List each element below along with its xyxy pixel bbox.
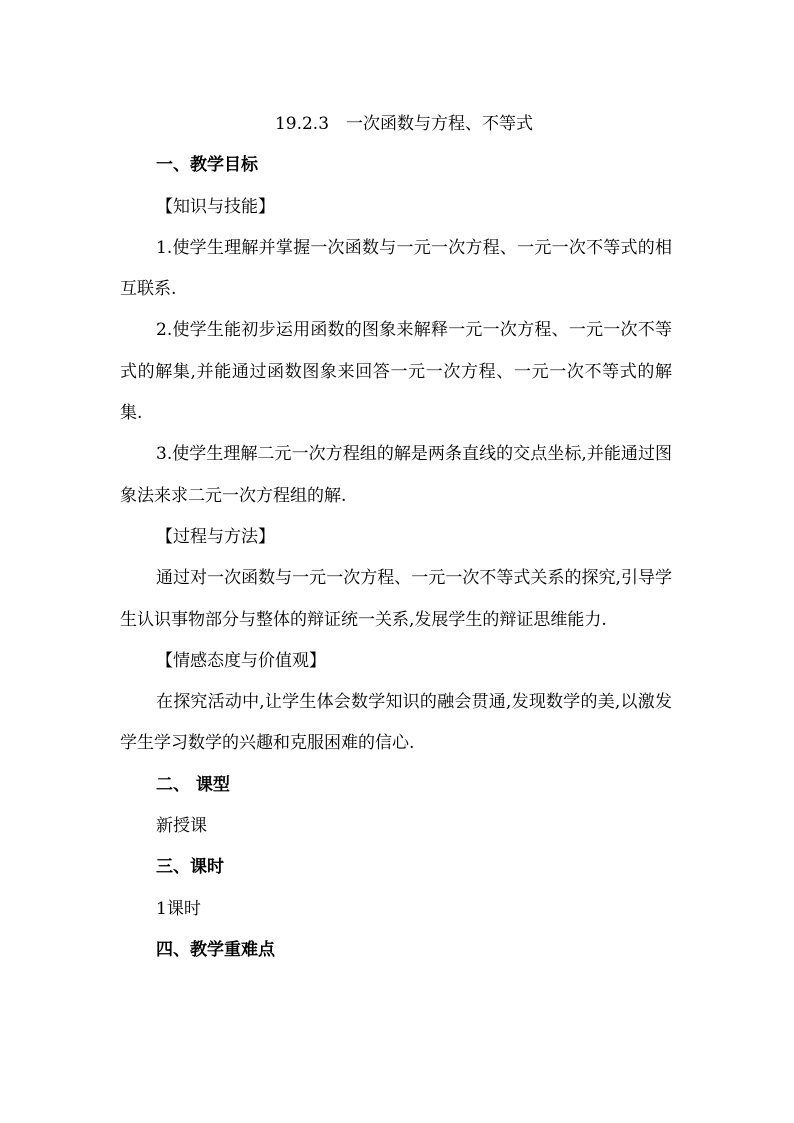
knowledge-item-3: 3.使学生理解二元一次方程组的解是两条直线的交点坐标,并能通过图象法来求二元一次方程组的解. bbox=[120, 444, 672, 506]
subheading-emotion: 【情感态度与价值观】 bbox=[156, 650, 326, 671]
section-heading-key-points: 四、教学重难点 bbox=[156, 939, 275, 960]
lesson-type-value: 新授课 bbox=[156, 816, 207, 837]
class-hours-value: 1课时 bbox=[156, 898, 201, 919]
document-page bbox=[120, 104, 672, 971]
emotion-paragraph: 在探究活动中,让学生体会数学知识的融会贯通,发现数学的美,以激发学生学习数学的兴趣和克服困难的信心. bbox=[120, 692, 672, 754]
subheading-process: 【过程与方法】 bbox=[156, 526, 275, 547]
page-title: 19.2.3 一次函数与方程、不等式 bbox=[274, 114, 534, 134]
subheading-knowledge: 【知识与技能】 bbox=[156, 196, 275, 217]
process-paragraph: 通过对一次函数与一元一次方程、一元一次不等式关系的探究,引导学生认识事物部分与整体的辩证统一关系,发展学生的辩证思维能力. bbox=[120, 568, 672, 630]
knowledge-item-2: 2.使学生能初步运用函数的图象来解释一元一次方程、一元一次不等式的解集,并能通过函数图象来回答一元一次方程、一元一次不等式的解集. bbox=[120, 320, 672, 424]
section-heading-objectives: 一、教学目标 bbox=[156, 155, 258, 176]
section-heading-lesson-type: 二、 课型 bbox=[156, 774, 230, 795]
knowledge-item-1: 1.使学生理解并掌握一次函数与一元一次方程、一元一次不等式的相互联系. bbox=[120, 237, 672, 300]
section-heading-class-hours: 三、课时 bbox=[156, 857, 224, 878]
